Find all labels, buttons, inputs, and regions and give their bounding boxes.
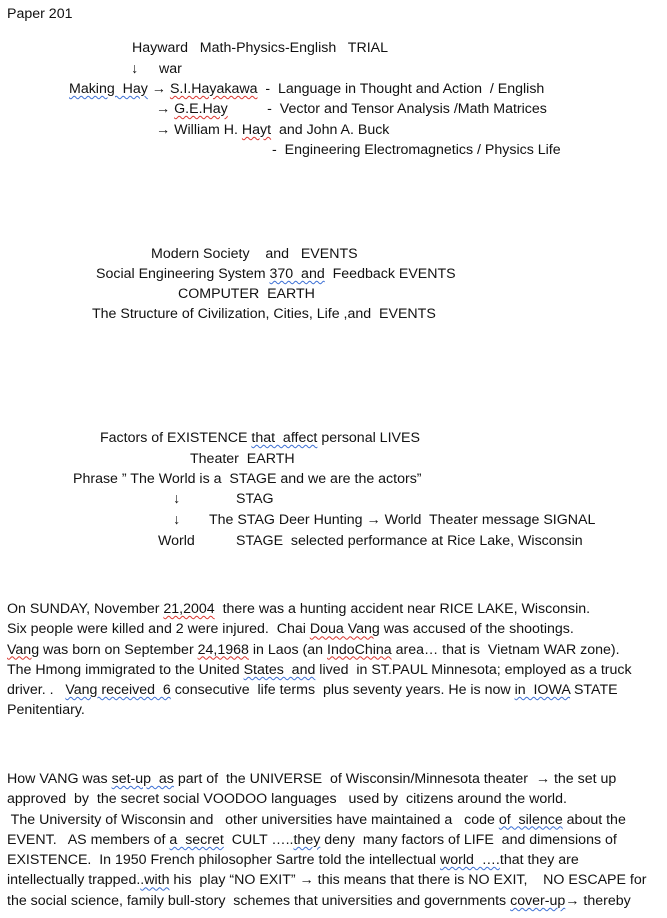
- sec2-line4: The Structure of Civilization, Cities, Life ,and EVENTS: [92, 306, 436, 322]
- down-arrow-icon: ↓: [173, 491, 181, 507]
- paragraph-1: [7, 599, 663, 721]
- paper-number: Paper 201: [7, 6, 73, 22]
- para2-line6: intellectually trapped..with his play “NO EXIT” → this means that there is NO EXIT, NO ESCAPE for: [7, 872, 647, 889]
- down-arrow-icon: ↓: [131, 61, 139, 77]
- sec2-line3: COMPUTER EARTH: [178, 286, 315, 302]
- para1-line5: driver. . Vang received 6 consecutive life terms plus seventy years. He is now in IOWA STATE: [7, 682, 618, 699]
- para1-line4: The Hmong immigrated to the United States and lived in ST.PAUL Minnesota; employed as a truck: [7, 661, 632, 678]
- para1-line1: On SUNDAY, November 21,2004 there was a hunting accident near RICE LAKE, Wisconsin.: [7, 601, 591, 617]
- para2-line7: the social science, family bull-story schemes that universities and governments cover-up→ thereby: [7, 892, 631, 909]
- paragraph-2: [7, 769, 663, 911]
- sec3-stag: STAG: [236, 491, 274, 507]
- sec1-line5: → William H. Hayt and John A. Buck: [156, 122, 390, 138]
- para2-line4: EVENT. AS members of a secret CULT …..they deny many factors of LIFE and dimensions of: [7, 831, 617, 848]
- sec1-line4: → G.E.Hay - Vector and Tensor Analysis /Math Matrices: [156, 101, 547, 117]
- sec2-line2: Social Engineering System 370 and Feedback EVENTS: [96, 266, 456, 282]
- para2-line5: EXISTENCE. In 1950 French philosopher Sartre told the intellectual world ….that they are: [7, 852, 579, 869]
- para2-line1: How VANG was set-up as part of the UNIVERSE of Wisconsin/Minnesota theater → the set up: [7, 771, 617, 787]
- sec1-line3: Making Hay → S.I.Hayakawa - Language in Thought and Action / English: [69, 81, 545, 97]
- sec3-line6: STAGE selected performance at Rice Lake, Wisconsin: [236, 533, 583, 549]
- sec1-line6: - Engineering Electromagnetics / Physics Life: [272, 142, 561, 158]
- sec3-line2: Theater EARTH: [190, 451, 295, 467]
- sec3-world: World: [158, 533, 195, 549]
- sec1-line1: Hayward Math-Physics-English TRIAL: [132, 40, 388, 56]
- para1-line2: Six people were killed and 2 were injured. Chai Doua Vang was accused of the shootings.: [7, 621, 574, 638]
- para1-line6: Penitentiary.: [7, 702, 85, 719]
- para2-line2: approved by the secret social VOODOO languages used by citizens around the world.: [7, 791, 567, 808]
- down-arrow-icon: ↓: [173, 512, 181, 528]
- sec3-line1: Factors of EXISTENCE that affect personal LIVES: [100, 430, 420, 446]
- sec3-line3: Phrase ” The World is a STAGE and we are the actors”: [73, 471, 422, 487]
- sec3-line5: The STAG Deer Hunting → World Theater message SIGNAL: [209, 512, 596, 528]
- para2-line3: The University of Wisconsin and other universities have maintained a code of silence about the: [7, 811, 626, 828]
- para1-line3: Vang was born on September 24,1968 in Laos (an IndoChina area… that is Vietnam WAR zone).: [7, 641, 620, 658]
- sec1-war: war: [159, 61, 182, 77]
- sec2-line1: Modern Society and EVENTS: [151, 246, 358, 262]
- making-hay: Making Hay: [69, 81, 148, 97]
